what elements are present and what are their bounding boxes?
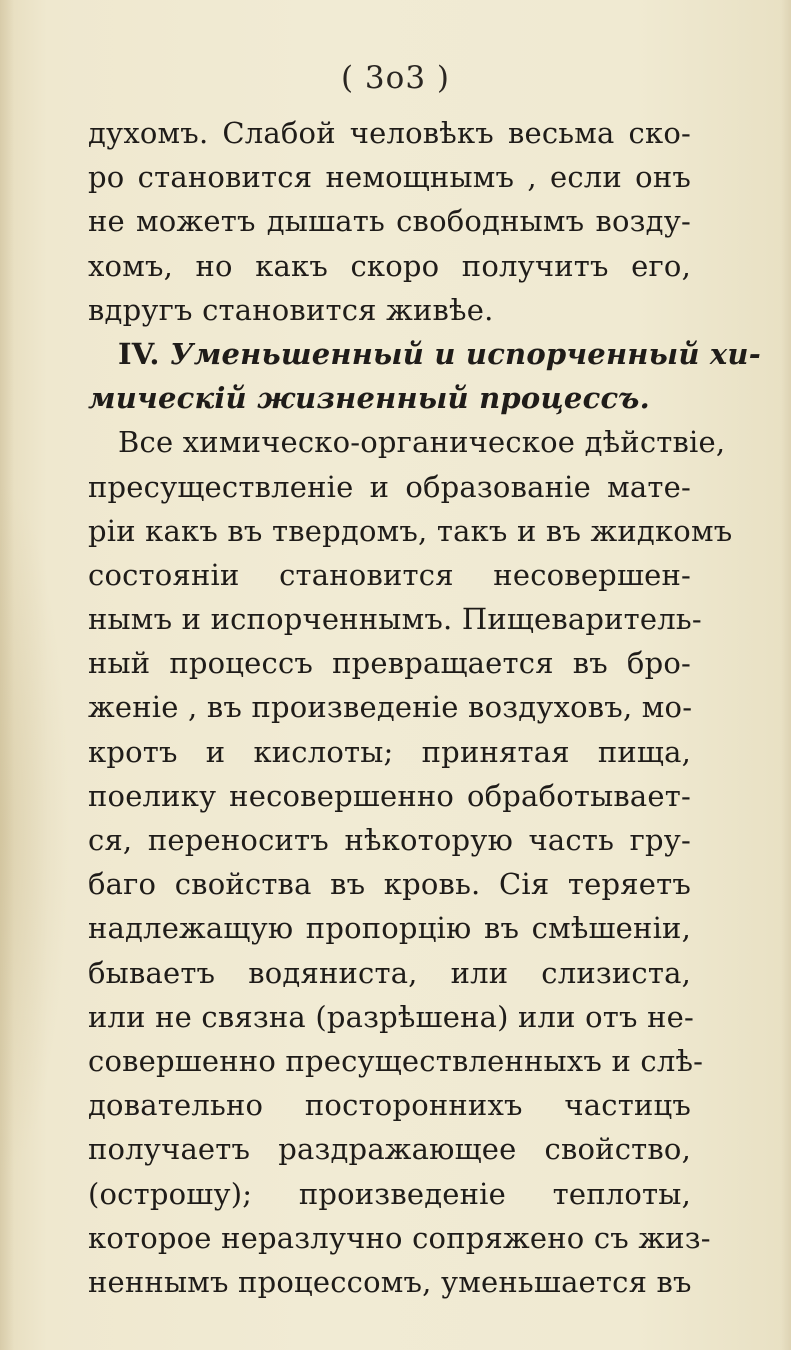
- section-heading-line-2: мическій жизненный процессъ.: [88, 381, 650, 416]
- text-line: которое неразлучно сопряжено съ жиз-: [88, 1220, 711, 1255]
- body-text: [88, 111, 761, 1304]
- text-line: совершенно пресуществленныхъ и слѣ-: [88, 1043, 704, 1078]
- text-line: надлежащую пропорцію въ смѣшеніи,: [88, 911, 691, 946]
- section-heading-line-1: Уменьшенный и испорченный хи-: [170, 336, 761, 371]
- text-line: хомъ, но какъ скоро получитъ его,: [88, 248, 691, 283]
- text-line: духомъ. Слабой человѣкъ весьма ско-: [88, 116, 691, 150]
- text-line: баго свойства въ кровь. Сія теряетъ: [88, 867, 691, 902]
- text-line: ро становится немощнымъ , если онъ: [88, 160, 691, 195]
- text-line: кротъ и кислоты; принятая пища,: [88, 734, 691, 769]
- page-edge-right: [781, 0, 791, 1350]
- text-line: неннымъ процессомъ, уменьшается въ: [88, 1264, 692, 1299]
- text-line: ся, переноситъ нѣкоторую часть гру-: [88, 823, 691, 857]
- text-line: (острошу); произведеніе теплоты,: [88, 1176, 691, 1211]
- paper-stain: [0, 480, 70, 1180]
- text-line: женіе , въ произведеніе воздуховъ, мо-: [88, 690, 693, 725]
- page-number: ( 3о3 ): [340, 60, 450, 96]
- text-line: ный процессъ превращается въ бро-: [88, 646, 691, 681]
- text-line: поелику несовершенно обработывает-: [88, 778, 691, 813]
- text-line: пресуществленіе и образованіе мате-: [88, 469, 691, 504]
- text-line: довательно постороннихъ частицъ: [88, 1088, 691, 1123]
- text-line: бываетъ водяниста, или слизиста,: [88, 955, 691, 990]
- text-line: не можетъ дышать свободнымъ возду-: [88, 204, 691, 239]
- text-line: нымъ и испорченнымъ. Пищеваритель-: [88, 602, 702, 637]
- text-line: или не связна (разрѣшена) или отъ не-: [88, 999, 694, 1034]
- text-line: Все химическо-органическое дѣйствіе,: [118, 425, 726, 460]
- text-line: вдругъ становится живѣе.: [88, 292, 494, 327]
- section-numeral: IV.: [118, 336, 160, 371]
- text-line: состояніи становится несовершен-: [88, 557, 691, 592]
- section-heading-continued: [88, 376, 691, 420]
- text-line: ріи какъ въ твердомъ, такъ и въ жидкомъ: [88, 513, 733, 548]
- section-heading: [88, 332, 761, 376]
- text-line: получаетъ раздражающее свойство,: [88, 1132, 691, 1167]
